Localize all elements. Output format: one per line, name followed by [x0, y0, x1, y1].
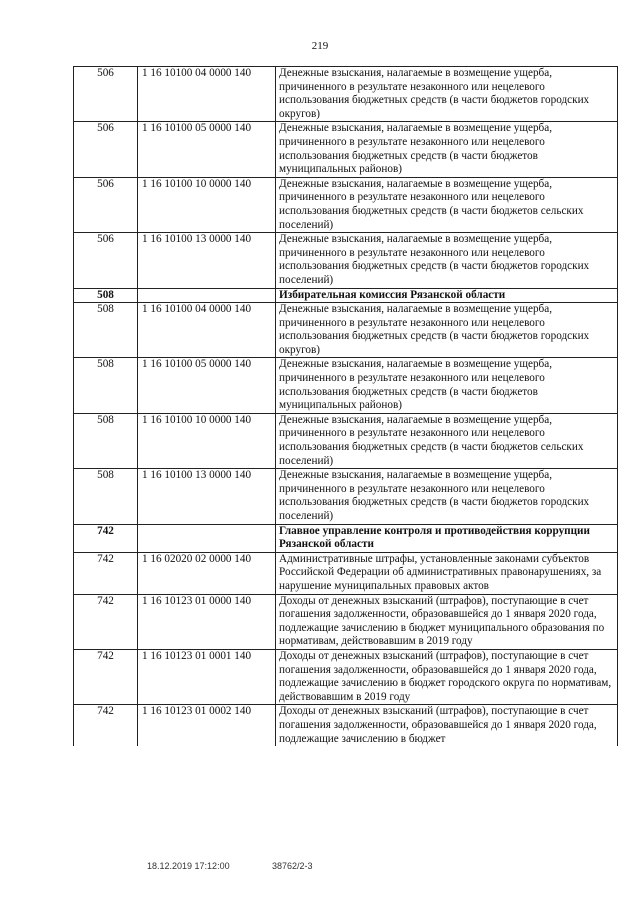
row-budget-code: 1 16 10100 05 0000 140: [138, 122, 276, 177]
row-budget-code: 1 16 10100 04 0000 140: [138, 303, 276, 358]
row-budget-code: 1 16 10100 13 0000 140: [138, 233, 276, 288]
row-description: Денежные взыскания, налагаемые в возмещение ущерба, причиненного в результате незаконного или нецелевого использования бюджетных средств (в части бюджетов муниципальных районов): [276, 358, 618, 413]
row-description: Административные штрафы, установленные законами субъектов Российской Федерации об административных правонарушениях, за нарушение муниципальных правовых актов: [276, 552, 618, 594]
row-budget-code: 1 16 10123 01 0002 140: [138, 705, 276, 746]
row-admin-code: 508: [74, 303, 138, 358]
row-admin-code: 506: [74, 122, 138, 177]
row-budget-code: 1 16 10100 05 0000 140: [138, 358, 276, 413]
row-admin-code: 508: [74, 413, 138, 468]
row-description: Денежные взыскания, налагаемые в возмещение ущерба, причиненного в результате незаконного или нецелевого использования бюджетных средств (в части бюджетов городских округов): [276, 303, 618, 358]
row-admin-code: 742: [74, 594, 138, 649]
row-description: Избирательная комиссия Рязанской области: [276, 288, 618, 303]
row-description: Доходы от денежных взысканий (штрафов), поступающие в счет погашения задолженности, образовавшейся до 1 января 2020 года, подлежащие зачислению в бюджет городского округа по нормативам, действовавшим в 2019 году: [276, 649, 618, 704]
table-row: [74, 524, 618, 552]
table-row: [74, 552, 618, 594]
table-row: [74, 67, 618, 122]
row-admin-code: 506: [74, 177, 138, 232]
table-row: [74, 233, 618, 288]
table-row: [74, 649, 618, 704]
row-budget-code: 1 16 10100 13 0000 140: [138, 469, 276, 524]
table-row: [74, 122, 618, 177]
row-admin-code: 742: [74, 552, 138, 594]
row-admin-code: 506: [74, 233, 138, 288]
row-budget-code: 1 16 10123 01 0000 140: [138, 594, 276, 649]
footer-timestamp: 18.12.2019 17:12:00: [147, 861, 230, 871]
revenue-codes-table: [73, 66, 618, 746]
row-description: Денежные взыскания, налагаемые в возмещение ущерба, причиненного в результате незаконного или нецелевого использования бюджетных средств (в части бюджетов городских поселений): [276, 233, 618, 288]
row-description: Денежные взыскания, налагаемые в возмещение ущерба, причиненного в результате незаконного или нецелевого использования бюджетных средств (в части бюджетов городских округов): [276, 67, 618, 122]
table-row: [74, 288, 618, 303]
page-number: 219: [311, 40, 329, 52]
row-description: Денежные взыскания, налагаемые в возмещение ущерба, причиненного в результате незаконного или нецелевого использования бюджетных средств (в части бюджетов муниципальных районов): [276, 122, 618, 177]
row-description: Доходы от денежных взысканий (штрафов), поступающие в счет погашения задолженности, образовавшейся до 1 января 2020 года, подлежащие зачислению в бюджет: [276, 705, 618, 746]
table-row: [74, 303, 618, 358]
row-description: Денежные взыскания, налагаемые в возмещение ущерба, причиненного в результате незаконного или нецелевого использования бюджетных средств (в части бюджетов городских поселений): [276, 469, 618, 524]
table-row: [74, 594, 618, 649]
table-row: [74, 358, 618, 413]
row-admin-code: 506: [74, 67, 138, 122]
row-admin-code: 508: [74, 358, 138, 413]
row-description: Денежные взыскания, налагаемые в возмещение ущерба, причиненного в результате незаконного или нецелевого использования бюджетных средств (в части бюджетов сельских поселений): [276, 413, 618, 468]
row-admin-code: 742: [74, 705, 138, 746]
row-budget-code: [138, 288, 276, 303]
row-budget-code: 1 16 10100 10 0000 140: [138, 177, 276, 232]
row-admin-code: 508: [74, 469, 138, 524]
row-description: Главное управление контроля и противодействия коррупции Рязанской области: [276, 524, 618, 552]
table-row: [74, 705, 618, 746]
table-row: [74, 469, 618, 524]
row-admin-code: 742: [74, 649, 138, 704]
row-budget-code: 1 16 02020 02 0000 140: [138, 552, 276, 594]
row-admin-code: 742: [74, 524, 138, 552]
row-description: Денежные взыскания, налагаемые в возмещение ущерба, причиненного в результате незаконного или нецелевого использования бюджетных средств (в части бюджетов сельских поселений): [276, 177, 618, 232]
row-budget-code: [138, 524, 276, 552]
row-budget-code: 1 16 10100 04 0000 140: [138, 67, 276, 122]
row-budget-code: 1 16 10100 10 0000 140: [138, 413, 276, 468]
table-row: [74, 413, 618, 468]
footer-doc-id: 38762/2-3: [272, 861, 313, 871]
table-row: [74, 177, 618, 232]
row-description: Доходы от денежных взысканий (штрафов), поступающие в счет погашения задолженности, образовавшейся до 1 января 2020 года, подлежащие зачислению в бюджет муниципального образования по нормативам, действовавшим в 2019 году: [276, 594, 618, 649]
table-body: [74, 67, 618, 747]
row-budget-code: 1 16 10123 01 0001 140: [138, 649, 276, 704]
row-admin-code: 508: [74, 288, 138, 303]
